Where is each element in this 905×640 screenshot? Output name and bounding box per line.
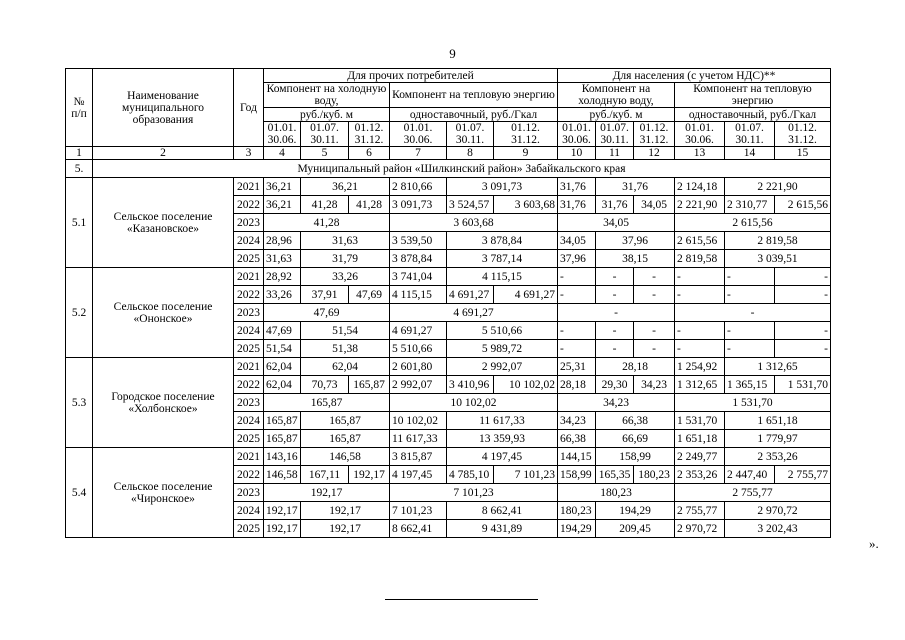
population-heat-value: 2 755,77 <box>675 502 725 520</box>
heat-value: 11 617,33 <box>447 412 558 430</box>
population-cold-water-value: 34,05 <box>558 214 675 232</box>
population-heat-value: 1 312,65 <box>675 376 725 394</box>
year-cell: 2024 <box>234 322 264 340</box>
population-heat-value: 3 202,43 <box>725 520 831 538</box>
cold-water-value: 165,87 <box>301 412 390 430</box>
cold-water-value: 192,17 <box>264 502 301 520</box>
header-period: 01.01. 30.06. <box>675 122 725 147</box>
population-heat-value: 2 221,90 <box>675 196 725 214</box>
cold-water-value: 165,87 <box>264 412 301 430</box>
column-number: 4 <box>264 147 301 160</box>
heat-value: 4 691,27 <box>494 286 558 304</box>
population-heat-value: 2 310,77 <box>725 196 775 214</box>
cold-water-value: 165,87 <box>264 394 390 412</box>
population-heat-value: 2 447,40 <box>725 466 775 484</box>
year-cell: 2023 <box>234 484 264 502</box>
header-period: 01.12. 31.12. <box>494 122 558 147</box>
table-body <box>66 69 831 538</box>
heat-value: 4 691,27 <box>390 322 447 340</box>
population-heat-value: 1 365,15 <box>725 376 775 394</box>
heat-value: 3 603,68 <box>494 196 558 214</box>
heat-value: 7 101,23 <box>494 466 558 484</box>
header-column-numbers <box>66 147 831 160</box>
population-heat-value: - <box>725 340 775 358</box>
population-heat-value: - <box>725 268 775 286</box>
header-period: 01.07. 30.11. <box>301 122 349 147</box>
cold-water-value: 146,58 <box>301 448 390 466</box>
table-row <box>66 358 831 376</box>
group-number: 5.2 <box>66 268 93 358</box>
column-number: 11 <box>596 147 634 160</box>
municipality-name: Сельское поселение «Казановское» <box>93 178 234 268</box>
population-cold-water-value: 34,05 <box>558 232 596 250</box>
cold-water-value: 31,63 <box>264 250 301 268</box>
header-pop-cold-water-unit: руб./куб. м <box>558 108 675 122</box>
population-heat-value: - <box>675 340 725 358</box>
population-cold-water-value: 180,23 <box>634 466 675 484</box>
year-cell: 2022 <box>234 466 264 484</box>
population-cold-water-value: 38,15 <box>596 250 675 268</box>
year-cell: 2025 <box>234 520 264 538</box>
heat-value: 3 787,14 <box>447 250 558 268</box>
population-cold-water-value: 66,38 <box>558 430 596 448</box>
population-cold-water-value: 144,15 <box>558 448 596 466</box>
year-cell: 2023 <box>234 394 264 412</box>
column-number: 7 <box>390 147 447 160</box>
population-cold-water-value: - <box>558 286 596 304</box>
heat-value: 10 102,02 <box>390 412 447 430</box>
heat-value: 3 603,68 <box>390 214 558 232</box>
cold-water-value: 51,38 <box>301 340 390 358</box>
population-cold-water-value: - <box>634 340 675 358</box>
population-heat-value: 1 531,70 <box>675 394 831 412</box>
heat-value: 4 115,15 <box>447 268 558 286</box>
column-number: 14 <box>725 147 775 160</box>
population-cold-water-value: 34,23 <box>558 412 596 430</box>
header-period: 01.12. 31.12. <box>634 122 675 147</box>
municipality-name: Сельское поселение «Ононское» <box>93 268 234 358</box>
population-heat-value: 1 779,97 <box>725 430 831 448</box>
population-heat-value: 2 615,56 <box>675 214 831 232</box>
heat-value: 3 741,04 <box>390 268 447 286</box>
population-cold-water-value: 209,45 <box>596 520 675 538</box>
cold-water-value: 33,26 <box>264 286 301 304</box>
heat-value: 7 101,23 <box>390 484 558 502</box>
population-cold-water-value: - <box>634 322 675 340</box>
column-number: 9 <box>494 147 558 160</box>
population-cold-water-value: 66,38 <box>596 412 675 430</box>
population-cold-water-value: - <box>596 268 634 286</box>
population-heat-value: 2 353,26 <box>675 466 725 484</box>
heat-value: 3 524,57 <box>447 196 494 214</box>
cold-water-value: 192,17 <box>349 466 390 484</box>
header-pop-heat-unit: одноставочный, руб./Гкал <box>675 108 831 122</box>
cold-water-value: 192,17 <box>301 502 390 520</box>
heat-value: 3 410,96 <box>447 376 494 394</box>
population-heat-value: - <box>675 286 725 304</box>
cold-water-value: 47,69 <box>349 286 390 304</box>
cold-water-value: 33,26 <box>301 268 390 286</box>
heat-value: 8 662,41 <box>390 520 447 538</box>
cold-water-value: 41,28 <box>349 196 390 214</box>
column-number: 6 <box>349 147 390 160</box>
population-heat-value: 2 755,77 <box>775 466 831 484</box>
section-number: 5. <box>66 160 93 178</box>
population-heat-value: 2 970,72 <box>725 502 831 520</box>
population-cold-water-value: 158,99 <box>558 466 596 484</box>
year-cell: 2021 <box>234 268 264 286</box>
population-cold-water-value: - <box>558 268 596 286</box>
population-heat-value: - <box>775 340 831 358</box>
header-period: 01.01. 30.06. <box>390 122 447 147</box>
population-cold-water-value: - <box>558 304 675 322</box>
year-cell: 2023 <box>234 304 264 322</box>
population-cold-water-value: 31,76 <box>596 178 675 196</box>
year-cell: 2021 <box>234 178 264 196</box>
column-number: 15 <box>775 147 831 160</box>
cold-water-value: 28,92 <box>264 268 301 286</box>
population-cold-water-value: 66,69 <box>596 430 675 448</box>
population-cold-water-value: 31,76 <box>558 196 596 214</box>
population-cold-water-value: 25,31 <box>558 358 596 376</box>
cold-water-value: 143,16 <box>264 448 301 466</box>
population-cold-water-value: 37,96 <box>596 232 675 250</box>
header-pop-cold-water: Компонент на холодную воду, <box>558 83 675 108</box>
population-heat-value: - <box>675 322 725 340</box>
cold-water-value: 36,21 <box>301 178 390 196</box>
population-cold-water-value: 165,35 <box>596 466 634 484</box>
municipality-name: Городское поселение «Холбонское» <box>93 358 234 448</box>
heat-value: 2 992,07 <box>390 376 447 394</box>
cold-water-value: 41,28 <box>264 214 390 232</box>
year-cell: 2025 <box>234 430 264 448</box>
cold-water-value: 51,54 <box>264 340 301 358</box>
year-cell: 2023 <box>234 214 264 232</box>
cold-water-value: 47,69 <box>264 322 301 340</box>
heat-value: 3 539,50 <box>390 232 447 250</box>
population-cold-water-value: 31,76 <box>596 196 634 214</box>
population-heat-value: - <box>775 268 831 286</box>
population-heat-value: 1 312,65 <box>725 358 831 376</box>
population-cold-water-value: 180,23 <box>558 484 675 502</box>
table-row <box>66 448 831 466</box>
heat-value: 4 691,27 <box>447 286 494 304</box>
municipality-name: Сельское поселение «Чиронское» <box>93 448 234 538</box>
heat-value: 3 815,87 <box>390 448 447 466</box>
header-name: Наименование муниципального образования <box>93 69 234 147</box>
header-cold-water: Компонент на холодную воду, <box>264 83 390 108</box>
heat-value: 3 878,84 <box>390 250 447 268</box>
header-period: 01.01. 30.06. <box>558 122 596 147</box>
population-cold-water-value: - <box>558 340 596 358</box>
header-population: Для населения (с учетом НДС)** <box>558 69 831 83</box>
population-cold-water-value: 34,23 <box>634 376 675 394</box>
cold-water-value: 36,21 <box>264 178 301 196</box>
cold-water-value: 62,04 <box>264 358 301 376</box>
population-heat-value: - <box>775 322 831 340</box>
cold-water-value: 36,21 <box>264 196 301 214</box>
population-heat-value: 1 531,70 <box>775 376 831 394</box>
footnote-rule <box>385 599 538 600</box>
population-heat-value: 2 615,56 <box>675 232 725 250</box>
population-cold-water-value: 34,05 <box>634 196 675 214</box>
heat-value: 10 102,02 <box>494 376 558 394</box>
population-heat-value: - <box>725 286 775 304</box>
year-cell: 2021 <box>234 358 264 376</box>
year-cell: 2024 <box>234 232 264 250</box>
column-number: 2 <box>93 147 234 160</box>
header-period: 01.07. 30.11. <box>596 122 634 147</box>
population-cold-water-value: - <box>558 322 596 340</box>
population-cold-water-value: 180,23 <box>558 502 596 520</box>
population-heat-value: 1 651,18 <box>675 430 725 448</box>
population-cold-water-value: - <box>596 286 634 304</box>
heat-value: 3 091,73 <box>447 178 558 196</box>
column-number: 3 <box>234 147 264 160</box>
group-number: 5.4 <box>66 448 93 538</box>
column-number: 10 <box>558 147 596 160</box>
year-cell: 2021 <box>234 448 264 466</box>
header-other-consumers: Для прочих потребителей <box>264 69 558 83</box>
population-heat-value: 2 970,72 <box>675 520 725 538</box>
population-cold-water-value: - <box>634 268 675 286</box>
population-cold-water-value: - <box>634 286 675 304</box>
heat-value: 4 197,45 <box>447 448 558 466</box>
population-heat-value: 2 819,58 <box>675 250 725 268</box>
header-period: 01.12. 31.12. <box>775 122 831 147</box>
heat-value: 13 359,93 <box>447 430 558 448</box>
header-period: 01.07. 30.11. <box>447 122 494 147</box>
heat-value: 4 115,15 <box>390 286 447 304</box>
population-heat-value: 1 254,92 <box>675 358 725 376</box>
population-heat-value: - <box>725 322 775 340</box>
population-cold-water-value: 29,30 <box>596 376 634 394</box>
table-row <box>66 178 831 196</box>
heat-value: 2 810,66 <box>390 178 447 196</box>
population-heat-value: 1 531,70 <box>675 412 725 430</box>
population-heat-value: 2 353,26 <box>725 448 831 466</box>
population-heat-value: - <box>675 268 725 286</box>
population-cold-water-value: 194,29 <box>558 520 596 538</box>
header-no: № п/п <box>66 69 93 147</box>
group-number: 5.3 <box>66 358 93 448</box>
population-heat-value: 3 039,51 <box>725 250 831 268</box>
cold-water-value: 165,87 <box>349 376 390 394</box>
cold-water-value: 51,54 <box>301 322 390 340</box>
heat-value: 7 101,23 <box>390 502 447 520</box>
population-cold-water-value: 37,96 <box>558 250 596 268</box>
heat-value: 5 989,72 <box>447 340 558 358</box>
heat-value: 8 662,41 <box>447 502 558 520</box>
group-number: 5.1 <box>66 178 93 268</box>
cold-water-value: 28,96 <box>264 232 301 250</box>
population-heat-value: 2 249,77 <box>675 448 725 466</box>
cold-water-value: 192,17 <box>264 520 301 538</box>
header-period: 01.12. 31.12. <box>349 122 390 147</box>
heat-value: 5 510,66 <box>390 340 447 358</box>
closing-mark: ». <box>869 536 879 551</box>
heat-value: 4 197,45 <box>390 466 447 484</box>
heat-value: 11 617,33 <box>390 430 447 448</box>
population-heat-value: - <box>675 304 831 322</box>
population-heat-value: 2 755,77 <box>675 484 831 502</box>
population-heat-value: - <box>775 286 831 304</box>
cold-water-value: 70,73 <box>301 376 349 394</box>
population-heat-value: 2 615,56 <box>775 196 831 214</box>
section-title: Муниципальный район «Шилкинский район» Забайкальского края <box>93 160 831 178</box>
cold-water-value: 192,17 <box>301 520 390 538</box>
heat-value: 2 601,80 <box>390 358 447 376</box>
population-cold-water-value: 28,18 <box>596 358 675 376</box>
year-cell: 2024 <box>234 412 264 430</box>
year-cell: 2025 <box>234 340 264 358</box>
header-year: Год <box>234 69 264 147</box>
cold-water-value: 31,79 <box>301 250 390 268</box>
table-row <box>66 268 831 286</box>
cold-water-value: 165,87 <box>301 430 390 448</box>
heat-value: 4 785,10 <box>447 466 494 484</box>
header-pop-heat: Компонент на тепловую энергию <box>675 83 831 108</box>
population-cold-water-value: - <box>596 322 634 340</box>
year-cell: 2022 <box>234 196 264 214</box>
population-cold-water-value: 34,23 <box>558 394 675 412</box>
page-number: 9 <box>449 46 456 61</box>
heat-value: 4 691,27 <box>390 304 558 322</box>
heat-value: 3 091,73 <box>390 196 447 214</box>
population-heat-value: 1 651,18 <box>725 412 831 430</box>
year-cell: 2022 <box>234 376 264 394</box>
cold-water-value: 167,11 <box>301 466 349 484</box>
header-period: 01.01. 30.06. <box>264 122 301 147</box>
cold-water-value: 41,28 <box>301 196 349 214</box>
heat-value: 3 878,84 <box>447 232 558 250</box>
population-cold-water-value: - <box>596 340 634 358</box>
population-cold-water-value: 158,99 <box>596 448 675 466</box>
heat-value: 10 102,02 <box>390 394 558 412</box>
column-number: 13 <box>675 147 725 160</box>
header-cold-water-unit: руб./куб. м <box>264 108 390 122</box>
cold-water-value: 165,87 <box>264 430 301 448</box>
population-cold-water-value: 28,18 <box>558 376 596 394</box>
heat-value: 5 510,66 <box>447 322 558 340</box>
cold-water-value: 37,91 <box>301 286 349 304</box>
population-heat-value: 2 819,58 <box>725 232 831 250</box>
tariff-table <box>65 68 831 538</box>
population-cold-water-value: 31,76 <box>558 178 596 196</box>
heat-value: 2 992,07 <box>447 358 558 376</box>
cold-water-value: 62,04 <box>301 358 390 376</box>
header-period: 01.07. 30.11. <box>725 122 775 147</box>
column-number: 5 <box>301 147 349 160</box>
cold-water-value: 192,17 <box>264 484 390 502</box>
cold-water-value: 31,63 <box>301 232 390 250</box>
year-cell: 2022 <box>234 286 264 304</box>
column-number: 12 <box>634 147 675 160</box>
cold-water-value: 146,58 <box>264 466 301 484</box>
population-cold-water-value: 194,29 <box>596 502 675 520</box>
column-number: 8 <box>447 147 494 160</box>
cold-water-value: 62,04 <box>264 376 301 394</box>
header-heat: Компонент на тепловую энергию <box>390 83 558 108</box>
year-cell: 2025 <box>234 250 264 268</box>
header-heat-unit: одноставочный, руб./Гкал <box>390 108 558 122</box>
column-number: 1 <box>66 147 93 160</box>
population-heat-value: 2 124,18 <box>675 178 725 196</box>
heat-value: 9 431,89 <box>447 520 558 538</box>
population-heat-value: 2 221,90 <box>725 178 831 196</box>
year-cell: 2024 <box>234 502 264 520</box>
cold-water-value: 47,69 <box>264 304 390 322</box>
